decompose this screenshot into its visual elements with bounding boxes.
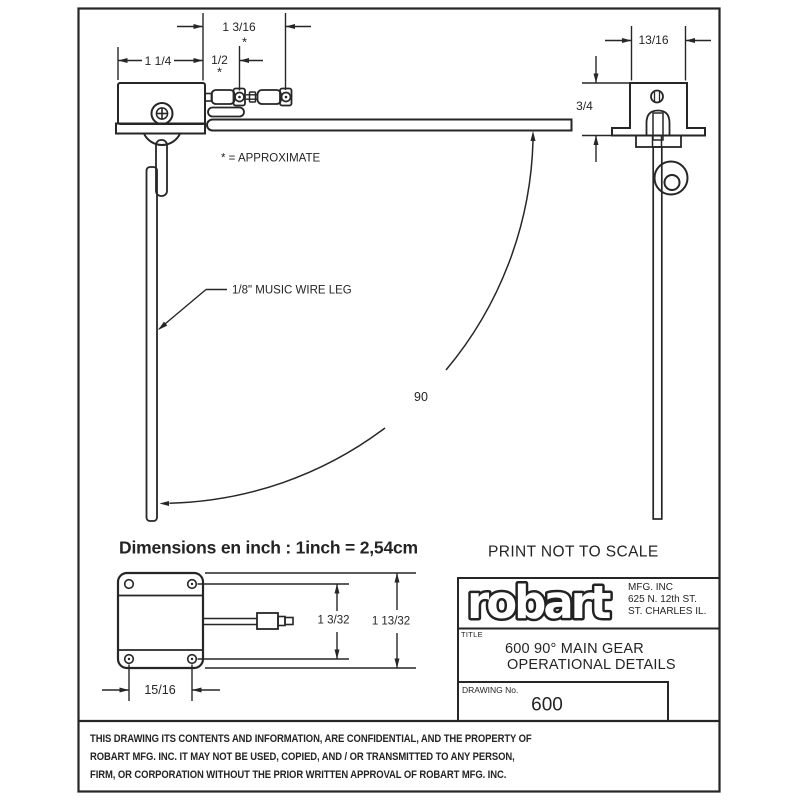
dim-body-width: 1 1/4 bbox=[144, 53, 172, 68]
leg-leader-line bbox=[159, 290, 227, 330]
dim-overall-height: 1 13/32 bbox=[371, 614, 411, 627]
gear-leg-front bbox=[653, 147, 662, 519]
dim-bracket-width: 13/16 bbox=[638, 32, 669, 47]
drawing-number: 600 bbox=[531, 694, 563, 716]
company-city: ST. CHARLES IL. bbox=[628, 606, 707, 617]
actuator-coupler bbox=[257, 613, 278, 629]
approximate-note: * = APPROXIMATE bbox=[221, 151, 321, 164]
link-nut bbox=[250, 92, 256, 102]
approx-asterisk: * bbox=[241, 34, 248, 49]
music-wire-leg-label: 1/8" MUSIC WIRE LEG bbox=[232, 283, 352, 296]
company-street: 625 N. 12th ST. bbox=[628, 594, 697, 605]
dim-hole-rows: 1 3/32 bbox=[317, 614, 350, 627]
disclaimer-line: ROBART MFG. INC. IT MAY NOT BE USED, COPIED, AND / OR TRANSMITTED TO ANY PERSON, bbox=[90, 751, 515, 763]
company-name: MFG. INC bbox=[628, 582, 673, 593]
title-label: TITLE bbox=[461, 630, 483, 639]
clevis-1 bbox=[212, 90, 235, 104]
dim-link-full: 1 3/16 bbox=[222, 20, 256, 34]
dim-bracket-height: 3/4 bbox=[576, 98, 593, 113]
upper-bar bbox=[208, 108, 244, 117]
dim-link-half: 1/2 bbox=[211, 53, 228, 67]
slide-rail bbox=[207, 120, 572, 131]
drawing-title-line1: 600 90° MAIN GEAR bbox=[505, 641, 644, 657]
mount-hole bbox=[125, 580, 134, 589]
wire-coil-inner bbox=[665, 175, 680, 190]
disclaimer-line: THIS DRAWING ITS CONTENTS AND INFORMATION, ARE CONFIDENTIAL, AND THE PROPERTY OF bbox=[90, 733, 532, 745]
top-view-drawing bbox=[118, 573, 293, 668]
robart-logo bbox=[461, 577, 631, 629]
bracket-screw bbox=[651, 91, 663, 103]
pivot-block bbox=[636, 136, 681, 148]
dim-hole-cols: 15/16 bbox=[144, 682, 176, 697]
disclaimer-line: FIRM, OR CORPORATION WITHOUT THE PRIOR WRITTEN APPROVAL OF ROBART MFG. INC. bbox=[90, 769, 507, 781]
print-not-to-scale-note: PRINT NOT TO SCALE bbox=[488, 542, 659, 560]
approx-asterisk: * bbox=[216, 64, 223, 80]
drawing-title-line2: OPERATIONAL DETAILS bbox=[507, 657, 676, 673]
svg-text:robart: robart bbox=[467, 577, 609, 629]
page-border bbox=[79, 9, 720, 792]
swing-angle-label: 90 bbox=[414, 389, 428, 404]
swing-arc bbox=[170, 141, 534, 503]
drawing-no-label: DRAWING No. bbox=[462, 685, 519, 695]
units-note: Dimensions en inch : 1inch = 2,54cm bbox=[119, 537, 418, 558]
gear-leg-side bbox=[147, 167, 158, 521]
clevis-2 bbox=[258, 90, 282, 104]
front-view-drawing bbox=[612, 83, 705, 519]
trunnion bbox=[647, 111, 670, 136]
